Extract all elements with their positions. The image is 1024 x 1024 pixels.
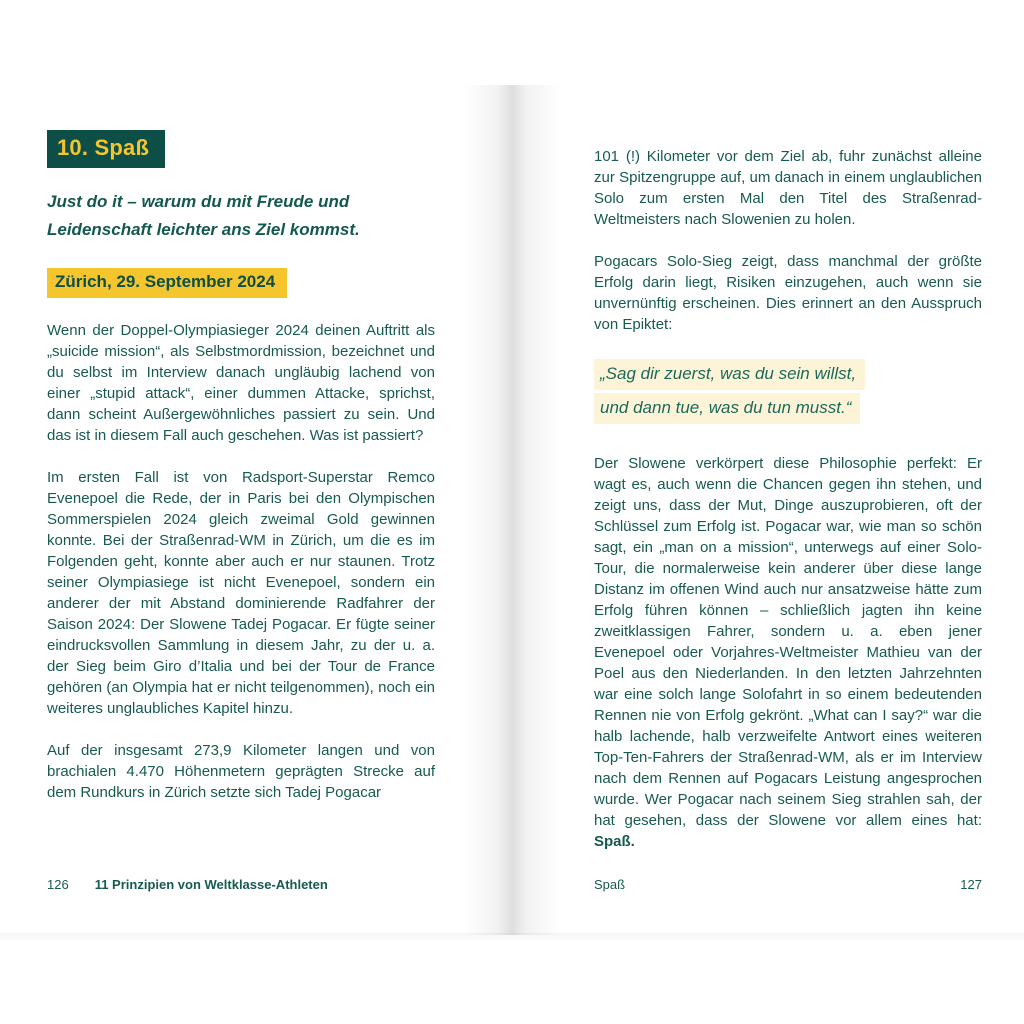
date-heading: Zürich, 29. September 2024 xyxy=(47,268,287,298)
chapter-heading: 10. Spaß xyxy=(47,130,165,168)
body-paragraph: Pogacars Solo-Sieg zeigt, dass manchmal der größte Erfolg darin liegt, Risiken einzugehen, auch wenn sie unvernünftig erscheinen. Dies erinnert an den Ausspruch von Epiktet: xyxy=(594,253,982,333)
left-page-body xyxy=(47,320,435,803)
body-paragraph: 101 (!) Kilometer vor dem Ziel ab, fuhr zunächst alleine zur Spitzengruppe auf, um danach in einem unglaublichen Solo zum ersten Mal den Titel des Straßenrad-Weltmeisters nach Slowenien zu holen. xyxy=(594,148,982,228)
closing-paragraph-text: Der Slowene verkörpert diese Philosophie perfekt: Er wagt es, auch wenn die Chancen gegen ihn stehen, und zeigt uns, dass der Mut, Dinge auszuprobieren, oft der Schlüssel zum Erfolg ist. Pogacar war, wie man so schön sagt, ein „man on a mission“, unterwegs auf einer Solo-Tour, die normalerweise kein anderer über diese lange Distanz im offenen Wind auch nur ansatzweise hätte zum Erfolg führen können – schließlich jagten ihn keine zweitklassigen Fahrer, sondern u. a. eben jener Evenepoel oder Vorjahres-Weltmeister Mathieu van der Poel aus den Niederlanden. In den letzten Jahrzehnten war eine solch lange Solofahrt in so einem bedeutenden Rennen nie von Erfolg gekrönt. „What can I say?“ war die halb lachende, halb verzweifelte Antwort eines weiteren Top-Ten-Fahrers der Straßenrad-WM, als er im Interview nach dem Rennen auf Pogacars Leistung angesprochen wurde. Wer Pogacar nach seinem Sieg strahlen sah, der hat gesehen, dass der Slowene vor allem eines hat: xyxy=(594,455,982,829)
body-paragraph: Im ersten Fall ist von Radsport-Superstar Remco Evenepoel die Rede, der in Paris bei den Olympischen Sommerspielen 2024 gleich zweimal Gold gewinnen konnte. Bei der Straßenrad-WM in Zürich, um die es im Folgenden geht, konnte aber auch er nur staunen. Trotz seiner Olympiasiege ist nicht Evenepoel, sondern ein anderer der mit Abstand dominierende Radfahrer der Saison 2024: Der Slowene Tadej Pogacar. Er fügte seiner eindrucksvollen Sammlung in diesem Jahr, zu der u. a. der Sieg beim Giro d’Italia und bei der Tour de France gehören (an Olympia hat er nicht teilgenommen), noch ein weiteres unglaubliches Kapitel hinzu. xyxy=(47,469,435,717)
epictetus-quote xyxy=(594,359,982,427)
page-gutter-shadow xyxy=(462,85,562,935)
running-title: Spaß xyxy=(594,877,626,892)
right-page-footer xyxy=(594,877,982,892)
body-paragraph: Auf der insgesamt 273,9 Kilometer langen und von brachialen 4.470 Höhenmetern geprägten Strecke auf dem Rundkurs in Zürich setzte sich Tadej Pogacar xyxy=(47,742,435,801)
closing-bold-word: Spaß. xyxy=(594,833,635,850)
page-number: 127 xyxy=(960,877,982,892)
quote-line: und dann tue, was du tun musst.“ xyxy=(594,393,860,424)
body-paragraph: Wenn der Doppel-Olympiasieger 2024 deinen Auftritt als „suicide mission“, als Selbstmordmission, bezeichnet und du selbst im Interview danach ungläubig lachend von einer „stupid attack“, einer dummen Attacke, sprichst, dann scheint Außergewöhnliches passiert zu sein. Und das ist in diesem Fall auch geschehen. Was ist passiert? xyxy=(47,322,435,444)
page-bottom-shadow xyxy=(0,933,1024,943)
running-title: 11 Prinzipien von Weltklasse-Athleten xyxy=(94,877,328,892)
body-paragraph xyxy=(594,453,982,852)
left-page xyxy=(47,130,435,803)
right-page xyxy=(594,146,982,852)
page-number: 126 xyxy=(47,877,69,892)
quote-line: „Sag dir zuerst, was du sein willst, xyxy=(594,359,865,390)
chapter-subtitle: Just do it – warum du mit Freude und Leidenschaft leichter ans Ziel kommst. xyxy=(47,192,360,239)
right-page-body xyxy=(594,146,982,335)
left-page-footer xyxy=(47,877,435,892)
right-page-body-continued xyxy=(594,453,982,852)
